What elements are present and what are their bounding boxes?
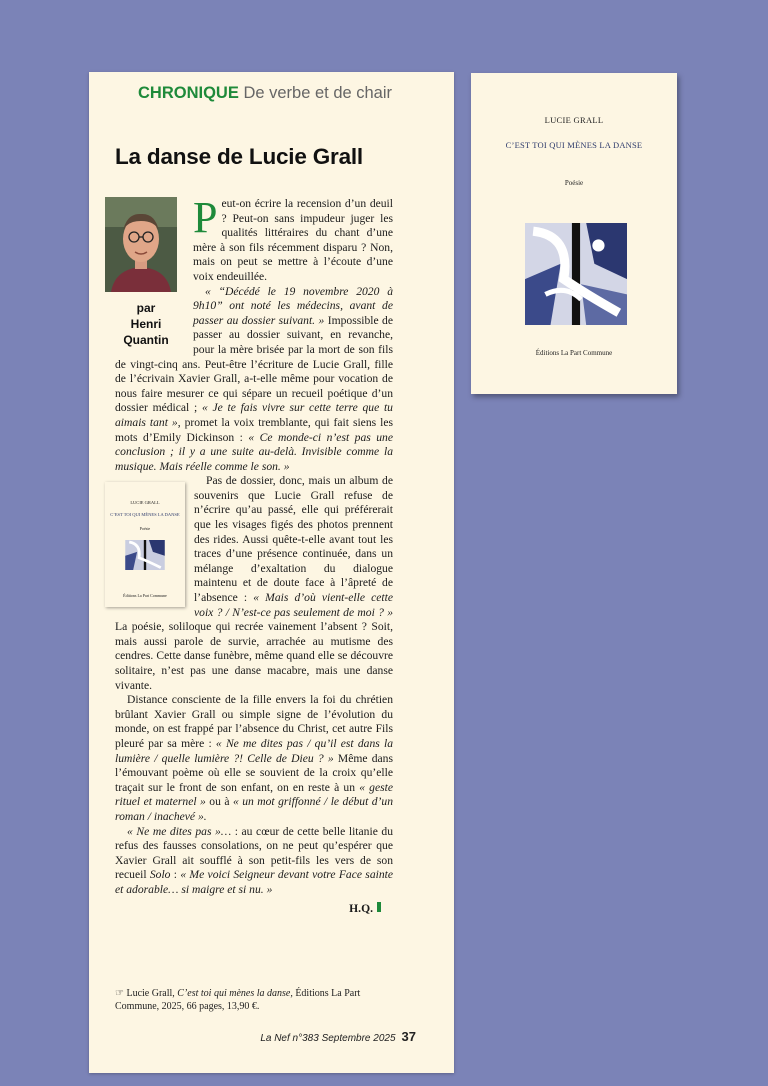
magazine-page xyxy=(89,72,454,1073)
title-solo: Solo xyxy=(149,868,171,882)
biblio-details: Éditions La Part Commune, 2025, 66 pages, 13,90 €. xyxy=(115,988,361,1012)
thumb-publisher: Éditions La Part Commune xyxy=(123,593,167,599)
quote-lumiere: « Ne me dites pas / qu’il est dans la lumière / quelle lumière ?! Celle de Dieu ? » xyxy=(115,736,394,765)
quote-voix: « Mais d’où vient-elle cette voix ? / N’est-ce pas seulement de moi ? » xyxy=(194,591,393,619)
drop-cap: P xyxy=(193,193,218,242)
byline-first-name: Henri xyxy=(130,317,162,331)
quote-geste: « geste rituel et maternel » xyxy=(115,780,393,809)
paragraph-2-text: Impossible de passer au dossier suivant, en revanche, pour la mère brisée par la mort de son fils de vingt-cinq ans. Peut-être l’écriture de Lucie Grall, fille de l’écrivain Xavier Grall, a-t-elle même pour vocation de nous faire mesurer ce qui sépare un recueil poétique d’un dossier médical ; xyxy=(115,313,393,415)
page-number: 37 xyxy=(401,1029,416,1044)
footer-issue: La Nef n°383 Septembre 2025 xyxy=(260,1033,396,1044)
cover-artwork xyxy=(525,223,627,325)
paragraph-4-text-c: ou à xyxy=(205,795,233,809)
signature xyxy=(115,902,393,917)
paragraph-5-colon: : xyxy=(170,868,181,882)
paragraph-5 xyxy=(115,825,393,898)
quote-dickinson: « Ce monde-ci n’est pas une conclusion ; il y a une suite au-delà. Invisible comme la musique. Mais réelle comme le son. » xyxy=(115,430,393,473)
thumb-author: LUCIE GRALL xyxy=(130,500,160,506)
quote-deces: « “Décédé le 19 novembre 2020 à 9h10” ont noté les médecins, avant de passer au dossier suivant. » xyxy=(193,284,393,327)
end-mark xyxy=(377,902,381,912)
quote-terre: « Je te fais vivre sur cette terre que tu aimais tant » xyxy=(115,401,393,429)
cover-title: C’EST TOI QUI MÈNES LA DANSE xyxy=(505,140,643,150)
byline-last-name: Quantin xyxy=(123,333,169,347)
paragraph-2-text-b: , promet la voix tremblante, qui fait siens les mots d’Emily Dickinson : xyxy=(115,415,393,444)
byline-par: par xyxy=(136,301,156,315)
paragraph-3-text: Pas de dossier, donc, mais un album de souvenirs que Lucie Grall refuse de n’écrire qu’au passé, elle qui préférerait que les visages figés des photos prennent des rides. Aussi quête-t-elle avant tout les traces d’une présence continuée, dans un mélange d’exaltation du dialogue maintenu et de doute face à l’âpreté de l’absence : xyxy=(194,474,393,605)
author-block xyxy=(105,197,187,348)
paragraph-4-text-b: Même dans l’émouvant poème où elle se souvient de la croix qu’elle traçait sur le front de son enfant, on en reste à un xyxy=(115,751,393,794)
rubric-section: De verbe et de chair xyxy=(243,84,393,102)
thumb-genre: Poésie xyxy=(139,526,151,532)
paragraph-3-text-b: La poésie, soliloque qui recrée vainement l’absent ? Soit, mais aussi parole de survie, arrachée au mutisme des cendres. Cette danse funèbre, même quand elle se découvre solitaire, n’est pas une danse macabre, mais une danse vivante. xyxy=(115,620,393,692)
author-photo xyxy=(105,197,177,292)
author-byline xyxy=(105,300,187,348)
cover-genre: Poésie xyxy=(564,179,584,187)
bibliography-note xyxy=(115,987,405,1013)
book-cover xyxy=(471,73,677,394)
section-rubric xyxy=(138,84,392,103)
paragraph-5-text: : au cœur de cette belle litanie du refus des fausses consolations, on ne peut qu’espérer que Xavier Grall ait soufflé à son petit-fils les vers de son recueil xyxy=(115,824,394,882)
paragraph-4-text: Distance consciente de la fille envers la foi du chrétien brûlant Xavier Grall ou simple signe de l’évolution du monde, on est frappé par l’absence du Christ, cet autre Fils pleuré par sa mère : xyxy=(115,693,393,750)
thumb-artwork xyxy=(125,540,165,570)
book-cover-thumbnail xyxy=(105,482,185,607)
quote-ne-me-dites: « Ne me dites pas »… xyxy=(127,824,232,838)
quote-seigneur: « Me voici Seigneur devant votre Face sainte et adorable… si maigre et si nu. » xyxy=(115,868,393,896)
rubric-kicker: CHRONIQUE xyxy=(138,84,239,102)
article-body xyxy=(110,193,394,916)
article-headline: La danse de Lucie Grall xyxy=(115,144,363,169)
pointing-hand-icon: ☞ xyxy=(115,988,124,999)
paragraph-4 xyxy=(115,693,393,824)
biblio-title: C’est toi qui mènes la danse, xyxy=(177,988,293,999)
page-footer xyxy=(260,1029,416,1044)
paragraph-1-text: eut-on écrire la recension d’un deuil ? Peut-on sans impudeur juger les qualités littéraires du chant d’une mère à son fils récemment disparu ? Non, mais on peut se mettre à l’écoute d’une voix endeuillée. xyxy=(193,197,393,283)
biblio-author: Lucie Grall, xyxy=(126,988,178,999)
quote-griffonne: « un mot griffonné / le début d’un roman / inachevé ». xyxy=(115,795,393,823)
thumb-title: C’EST TOI QUI MÈNES LA DANSE xyxy=(110,512,180,518)
cover-author: LUCIE GRALL xyxy=(544,115,604,125)
cover-publisher: Éditions La Part Commune xyxy=(535,349,613,357)
signature-initials: H.Q. xyxy=(349,901,373,915)
